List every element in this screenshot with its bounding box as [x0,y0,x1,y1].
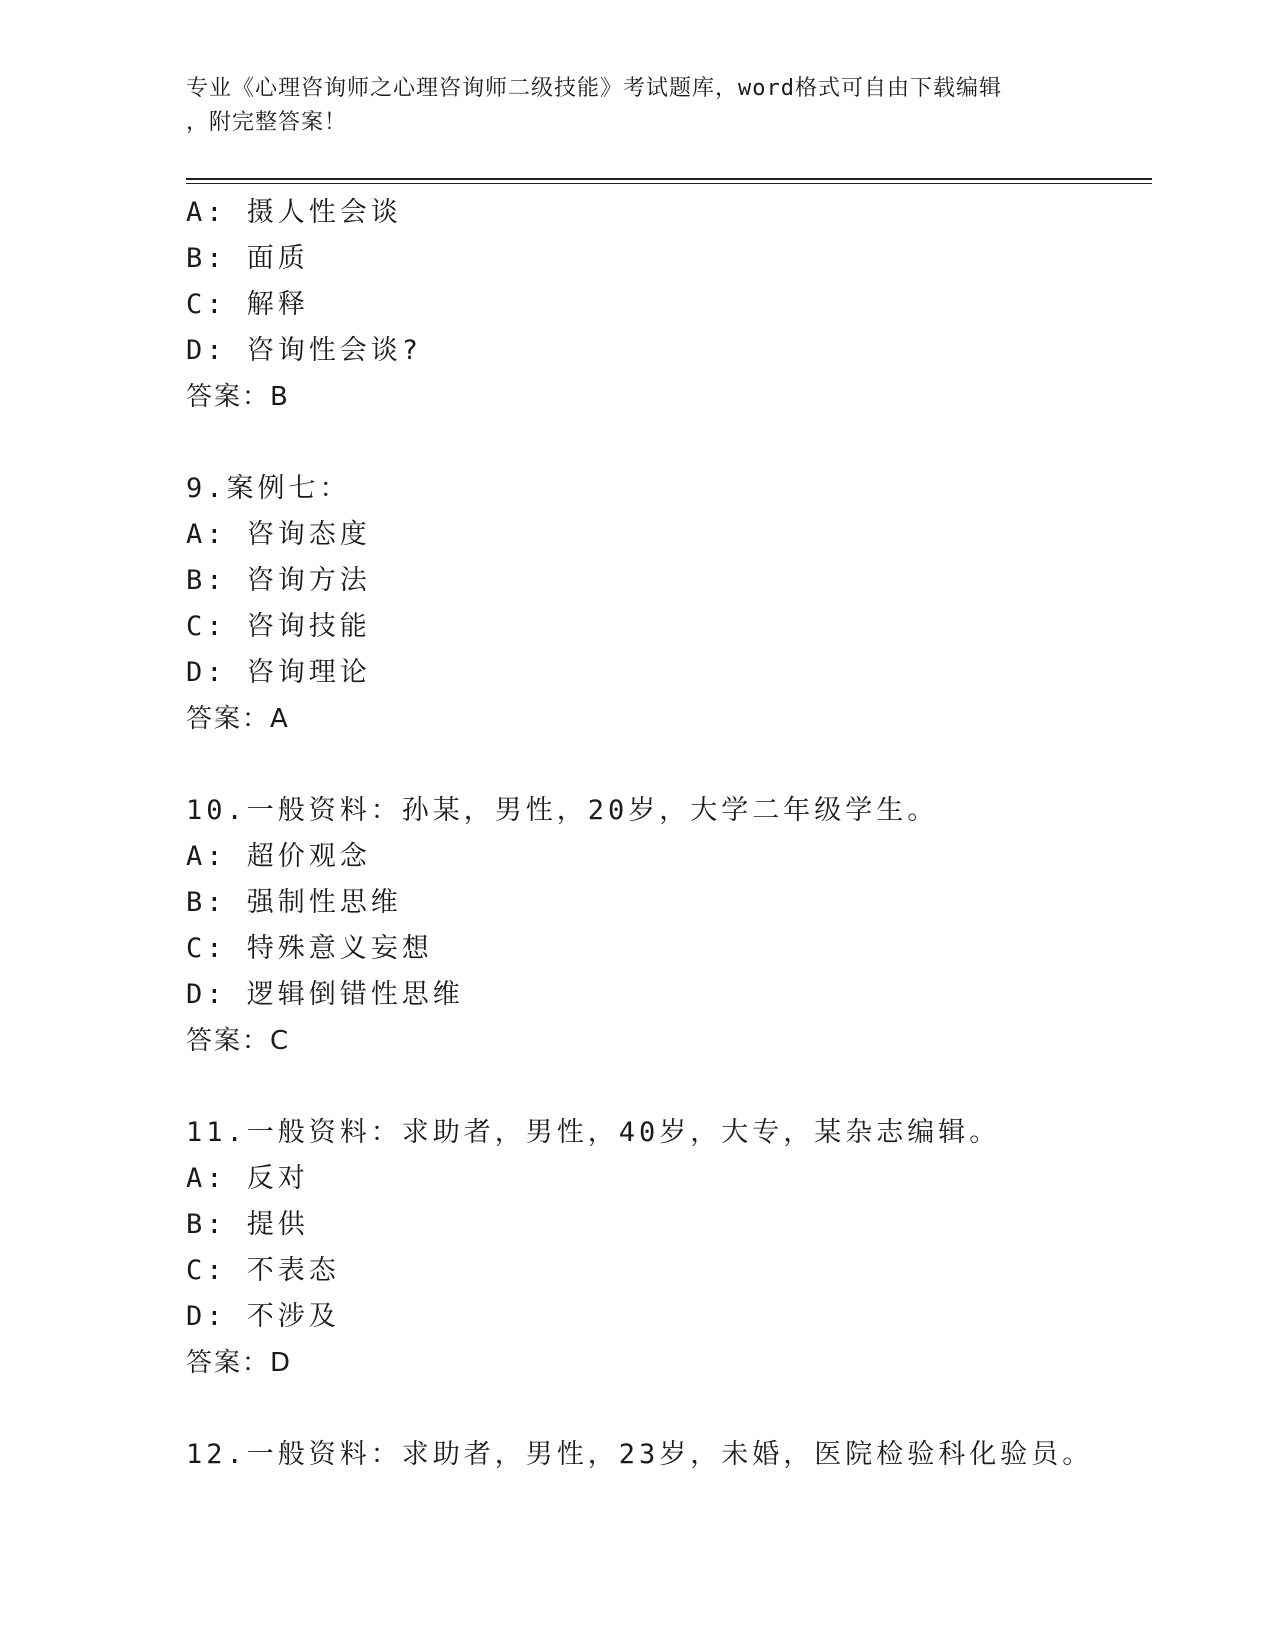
option-d: D: 咨询性会谈? [186,335,423,366]
answer-line: 答案：B [186,382,290,412]
option-a: A: 超价观念 [186,841,371,872]
option-b: B: 提供 [186,1209,309,1240]
question-stem: 9.案例七： [186,473,351,504]
document-header [186,72,1086,140]
answer-line: 答案：C [186,1026,291,1056]
question-block [186,466,1146,742]
option-b: B: 咨询方法 [186,565,371,596]
header-divider-thick [186,178,1152,180]
option-c: C: 咨询技能 [186,611,371,642]
header-line-2: ，附完整答案！ [186,110,348,135]
question-list [186,190,1146,1478]
question-block [186,1110,1146,1386]
option-a: A: 反对 [186,1163,309,1194]
question-block [186,788,1146,1064]
header-divider-thin [186,183,1152,184]
option-c: C: 不表态 [186,1255,340,1286]
question-stem: 10.一般资料：孙某，男性，20岁，大学二年级学生。 [186,795,939,826]
option-a: A: 咨询态度 [186,519,371,550]
question-stem: 12.一般资料：求助者，男性，23岁，未婚，医院检验科化验员。 [186,1439,1094,1470]
question-stem: 11.一般资料：求助者，男性，40岁，大专，某杂志编辑。 [186,1117,1001,1148]
option-b: B: 面质 [186,243,309,274]
option-b: B: 强制性思维 [186,887,402,918]
answer-line: 答案：D [186,1348,293,1378]
option-c: C: 解释 [186,289,309,320]
option-d: D: 不涉及 [186,1301,340,1332]
answer-line: 答案：A [186,704,290,734]
header-line-1: 专业《心理咨询师之心理咨询师二级技能》考试题库，word格式可自由下载编辑 [186,76,1002,101]
option-d: D: 咨询理论 [186,657,371,688]
option-d: D: 逻辑倒错性思维 [186,979,464,1010]
question-block [186,1432,1146,1478]
option-a: A: 摄人性会谈 [186,197,402,228]
question-block [186,190,1146,420]
option-c: C: 特殊意义妄想 [186,933,433,964]
